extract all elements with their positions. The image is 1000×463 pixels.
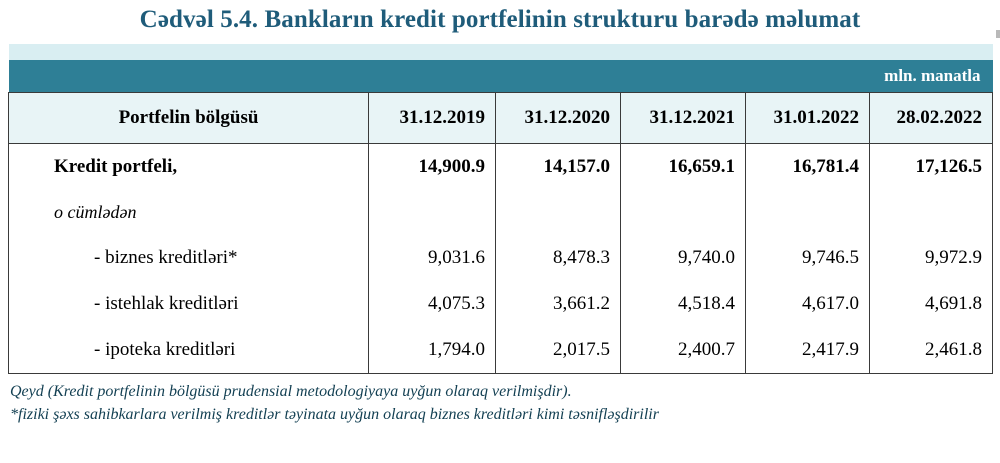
row-value: 4,518.4 xyxy=(621,281,746,327)
column-header-portfolio: Portfelin bölgüsü xyxy=(9,93,369,144)
row-value xyxy=(369,190,496,235)
row-label: Kredit portfeli, xyxy=(9,144,369,191)
row-value: 3,661.2 xyxy=(496,281,621,327)
table-container xyxy=(8,44,992,374)
table-row xyxy=(9,190,993,235)
row-value: 9,972.9 xyxy=(870,235,993,281)
table-row xyxy=(9,235,993,281)
column-header-date-5: 28.02.2022 xyxy=(870,93,993,144)
table-row xyxy=(9,144,993,191)
row-value: 4,691.8 xyxy=(870,281,993,327)
row-value xyxy=(746,190,870,235)
table-row xyxy=(9,327,993,374)
row-value: 14,900.9 xyxy=(369,144,496,191)
row-value: 4,617.0 xyxy=(746,281,870,327)
row-value: 8,478.3 xyxy=(496,235,621,281)
footnote-1: Qeyd (Kredit portfelinin bölgüsü prudensial metodologiyaya uyğun olaraq verilmişdir). xyxy=(10,383,572,400)
row-value: 4,075.3 xyxy=(369,281,496,327)
page-title: Cədvəl 5.4. Bankların kredit portfelinin strukturu barədə məlumat xyxy=(139,6,861,33)
top-strip-cell xyxy=(9,44,993,60)
row-value xyxy=(496,190,621,235)
column-header-date-2: 31.12.2020 xyxy=(496,93,621,144)
row-value: 9,740.0 xyxy=(621,235,746,281)
row-value: 2,400.7 xyxy=(621,327,746,374)
footnote-2: *fiziki şəxs sahibkarlara verilmiş kreditlər təyinata uyğun olaraq biznes kreditləri kimi təsnifləşdirilir xyxy=(10,406,659,424)
row-label: - ipoteka kreditləri xyxy=(9,327,369,374)
footnotes xyxy=(10,380,990,426)
top-strip-row xyxy=(9,44,993,60)
row-value: 2,461.8 xyxy=(870,327,993,374)
row-value: 17,126.5 xyxy=(870,144,993,191)
column-header-date-4: 31.01.2022 xyxy=(746,93,870,144)
table-header-row xyxy=(9,93,993,144)
row-value: 9,031.6 xyxy=(369,235,496,281)
row-value: 2,017.5 xyxy=(496,327,621,374)
row-label: o cümlədən xyxy=(9,190,369,235)
row-value: 16,781.4 xyxy=(746,144,870,191)
row-value xyxy=(870,190,993,235)
row-label: - biznes kreditləri* xyxy=(9,235,369,281)
row-value: 14,157.0 xyxy=(496,144,621,191)
credit-portfolio-table xyxy=(8,44,993,374)
row-value: 2,417.9 xyxy=(746,327,870,374)
row-label: - istehlak kreditləri xyxy=(9,281,369,327)
row-value: 1,794.0 xyxy=(369,327,496,374)
unit-label: mln. manatla xyxy=(9,60,993,93)
row-value xyxy=(621,190,746,235)
unit-row xyxy=(9,60,993,93)
row-value: 16,659.1 xyxy=(621,144,746,191)
row-value: 9,746.5 xyxy=(746,235,870,281)
column-header-date-3: 31.12.2021 xyxy=(621,93,746,144)
column-header-date-1: 31.12.2019 xyxy=(369,93,496,144)
table-row xyxy=(9,281,993,327)
page-edge-marker xyxy=(996,30,1000,38)
